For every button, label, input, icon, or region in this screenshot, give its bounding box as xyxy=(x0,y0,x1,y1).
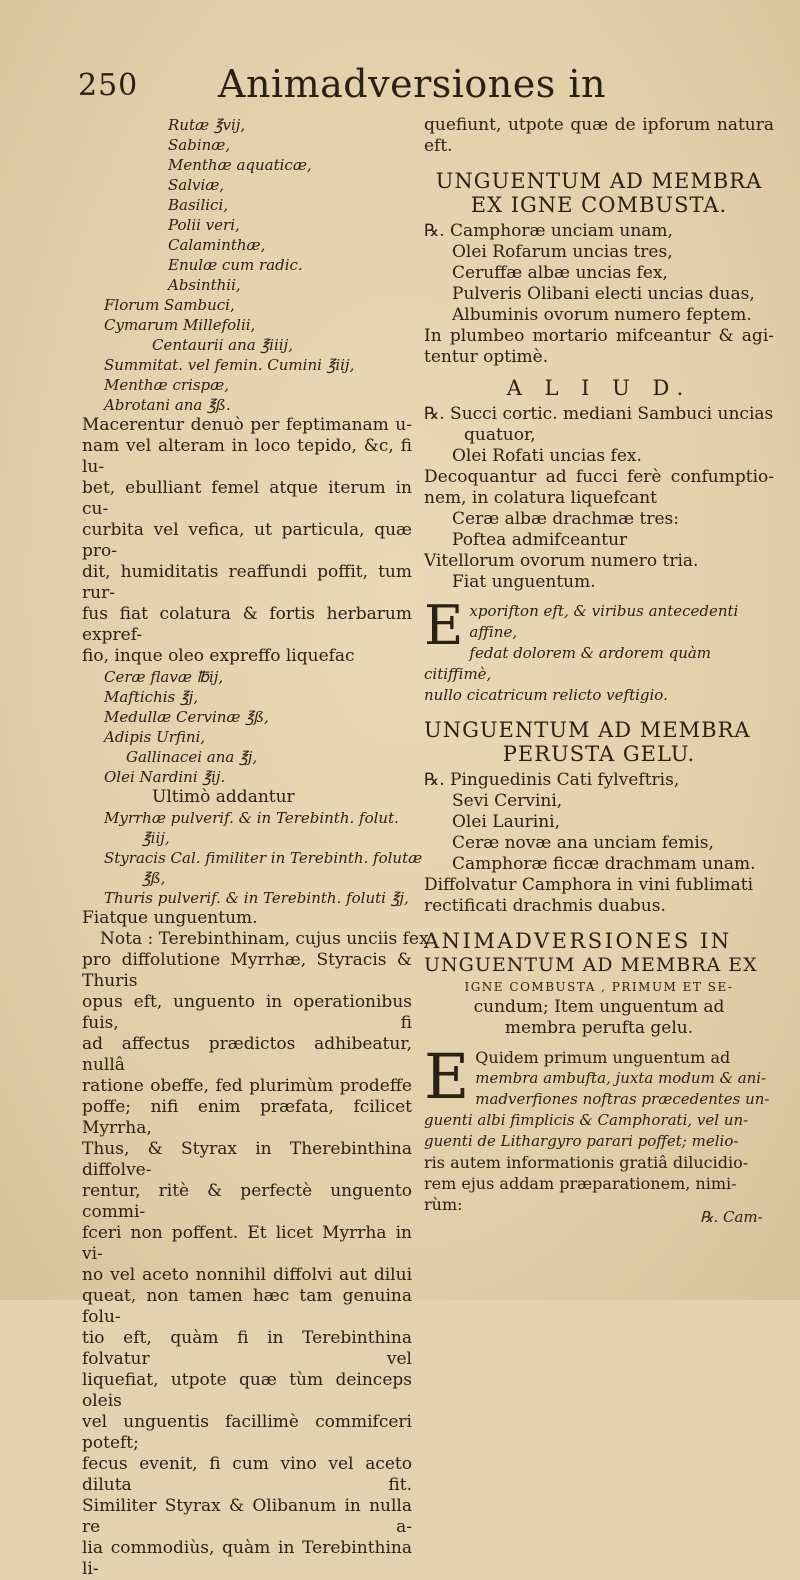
text-line: Macerentur denuò per feptimanam u- xyxy=(82,415,412,435)
text-line: Fiatque unguentum. xyxy=(82,908,258,928)
ingredient-line: Absinthii, xyxy=(168,276,241,294)
recipe-line: Olei Rofati uncias fex. xyxy=(452,446,642,466)
drop-cap-paragraph xyxy=(424,1047,774,1110)
text-line: nullo cicatricum relicto veftigio. xyxy=(424,686,668,704)
recipe-line: Poftea admifceantur xyxy=(452,530,628,550)
recipe-line: Olei Laurini, xyxy=(452,812,561,832)
ingredient-line: Thuris pulverif. & in Terebinth. foluti ℥j, xyxy=(104,889,409,907)
recipe-line: ℞. Pinguedinis Cati fylveftris, xyxy=(424,770,680,790)
text-line: bet, ebulliant femel atque iterum in cu- xyxy=(82,478,412,519)
section-heading: A L I U D. xyxy=(506,376,692,400)
drop-cap: E xyxy=(424,1047,470,1110)
left-column xyxy=(82,115,429,1580)
text-line: madverfiones noftras præcedentes un- xyxy=(475,1090,770,1108)
ingredient-line: Centaurii ana ℥iiij, xyxy=(152,336,293,354)
catchword: ℞. Cam- xyxy=(700,1208,763,1226)
ingredient-line: Enulæ cum radic. xyxy=(168,256,303,274)
ingredient-line: Menthæ aquaticæ, xyxy=(168,156,312,174)
section-heading: UNGUENTUM AD MEMBRA EX xyxy=(424,954,758,976)
text-line: pro diffolutione Myrrhæ, Styracis & Thuris xyxy=(82,950,412,991)
text-line: no vel aceto nonnihil diffolvi aut dilui xyxy=(82,1265,412,1285)
text-line: rem ejus addam præparationem, nimi- xyxy=(424,1174,737,1193)
ingredient-line: Myrrhæ pulverif. & in Terebinth. folut. xyxy=(104,809,399,827)
ingredient-line: Basilici, xyxy=(168,196,229,214)
ingredient-line: Sabinæ, xyxy=(168,136,231,154)
ingredient-line: Adipis Urfini, xyxy=(104,728,206,746)
text-line: cundum; Item unguentum ad xyxy=(473,997,725,1017)
text-line: queat, non tamen hæc tam genuina folu- xyxy=(82,1286,412,1327)
recipe-line: Ceræ albæ drachmæ tres: xyxy=(452,509,680,529)
ingredient-line: Styracis Cal. fimiliter in Terebinth. folutæ xyxy=(104,849,423,867)
recipe-line: Albuminis ovorum numero feptem. xyxy=(452,305,752,325)
ingredient-line: ℥iij, xyxy=(142,829,170,847)
text-line: quefiunt, utpote quæ de ipforum natura xyxy=(424,115,774,135)
text-line: nam vel alteram in loco tepido, &c, fi lu- xyxy=(82,436,412,477)
text-line: guenti de Lithargyro parari poffet; melio- xyxy=(424,1132,739,1150)
text-line: opus eft, unguento in operationibus fuis, fi xyxy=(82,992,412,1033)
drop-cap: E xyxy=(424,601,464,657)
text-line: fedat dolorem & ardorem quàm citiffimè, xyxy=(424,644,712,683)
text-line: Nota : Terebinthinam, cujus unciis fex xyxy=(100,929,429,949)
recipe-line: Diffolvatur Camphora in vini fublimati xyxy=(424,875,754,895)
text-line: rentur, ritè & perfectè unguento commi- xyxy=(82,1181,412,1222)
section-heading: UNGUENTUM AD MEMBRA xyxy=(424,718,751,742)
ingredient-line: Florum Sambuci, xyxy=(104,296,235,314)
ingredient-line: ℥ß, xyxy=(142,869,166,887)
section-heading: UNGUENTUM AD MEMBRA xyxy=(435,169,763,193)
page-number: 250 xyxy=(78,68,139,103)
text-line: dit, humiditatis reaffundi poffit, tum rur- xyxy=(82,562,412,603)
recipe-line: Olei Rofarum uncias tres, xyxy=(452,242,673,262)
recipe-line: quatuor, xyxy=(464,425,536,445)
recipe-line: Sevi Cervini, xyxy=(452,791,563,811)
text-line: fio, inque oleo expreffo liquefac xyxy=(82,646,355,666)
text-line: fceri non poffent. Et licet Myrrha in vi- xyxy=(82,1223,412,1264)
section-heading: EX IGNE COMBUSTA. xyxy=(470,193,728,217)
text-line: vel unguentis facillimè commifceri poteft; xyxy=(82,1412,412,1453)
text-line: eft. xyxy=(424,136,453,156)
text-line: poffe; nifi enim præfata, fcilicet Myrrha, xyxy=(82,1097,412,1138)
ingredient-line: Cymarum Millefolii, xyxy=(104,316,256,334)
text-line: fecus evenit, fi cum vino vel aceto diluta fit. xyxy=(82,1454,412,1495)
text-line: ratione obeffe, fed plurimùm prodeffe xyxy=(82,1076,412,1096)
recipe-line: Ceruffæ albæ uncias fex, xyxy=(452,263,668,283)
text-line: membra ambufta, juxta modum & ani- xyxy=(475,1069,767,1087)
text-line: xporifton eft, & viribus antecedenti affine, xyxy=(469,602,739,641)
ingredient-line: Abrotani ana ℥ß. xyxy=(104,396,231,414)
text-line: Ultimò addantur xyxy=(152,787,295,807)
text-line: Quidem primum unguentum ad xyxy=(475,1048,731,1067)
recipe-line: Camphoræ ficcæ drachmam unam. xyxy=(452,854,756,874)
text-line: tio eft, quàm fi in Terebinthina folvatur vel xyxy=(82,1328,412,1369)
recipe-line: Vitellorum ovorum numero tria. xyxy=(424,551,699,571)
text-line: lia commodiùs, quàm in Terebinthina li- xyxy=(82,1538,412,1579)
text-line: Thus, & Styrax in Therebinthina diffolve- xyxy=(82,1139,412,1180)
ingredient-line: Summitat. vel femin. Cumini ℥iij, xyxy=(104,356,355,374)
text-line: fus fiat colatura & fortis herbarum expref- xyxy=(82,604,412,645)
section-heading: ANIMADVERSIONES IN xyxy=(424,929,732,953)
text-line: guenti albi fimplicis & Camphorati, vel un- xyxy=(424,1111,749,1129)
right-column xyxy=(424,115,774,1215)
text-line: Similiter Styrax & Olibanum in nulla re a- xyxy=(82,1496,412,1537)
recipe-line: Fiat unguentum. xyxy=(452,572,596,592)
recipe-line: tentur optimè. xyxy=(424,347,549,367)
text-line: membra perufta gelu. xyxy=(504,1018,694,1038)
recipe-line: Pulveris Olibani electi uncias duas, xyxy=(452,284,755,304)
section-heading: PERUSTA GELU. xyxy=(502,742,696,766)
recipe-line: rectificati drachmis duabus. xyxy=(424,896,666,916)
ingredient-line: Olei Nardini ℥ij. xyxy=(104,768,226,786)
recipe-line: ℞. Camphoræ unciam unam, xyxy=(424,221,673,241)
recipe-line: In plumbeo mortario mifceantur & agi- xyxy=(424,326,774,346)
recipe-line: ℞. Succi cortic. mediani Sambuci uncias xyxy=(424,404,774,424)
ingredient-line: Maftichis ℥j, xyxy=(104,688,199,706)
ingredient-line: Medullæ Cervinæ ℥ß, xyxy=(104,708,269,726)
ingredient-line: Gallinacei ana ℥j, xyxy=(126,748,258,766)
ingredient-line: Polii veri, xyxy=(168,216,240,234)
drop-cap-paragraph xyxy=(424,601,774,685)
section-subheading: IGNE COMBUSTA , PRIMUM ET SE- xyxy=(464,980,734,994)
text-line: ad affectus prædictos adhibeatur, nullâ xyxy=(82,1034,412,1075)
text-line: curbita vel vefica, ut particula, quæ pro- xyxy=(82,520,412,561)
ingredient-line: Calaminthæ, xyxy=(168,236,266,254)
ingredient-line: Menthæ crispæ, xyxy=(104,376,229,394)
ingredient-line: Rutæ ℥vij, xyxy=(168,116,246,134)
page-header xyxy=(72,62,752,112)
text-line: ris autem informationis gratiâ dilucidio- xyxy=(424,1153,749,1172)
text-line: rùm: xyxy=(424,1195,463,1214)
recipe-line: Ceræ novæ ana unciam femis, xyxy=(452,833,714,853)
recipe-line: nem, in colatura liquefcant xyxy=(424,488,657,508)
running-title: Animadversiones in xyxy=(218,62,606,106)
text-line: liquefiat, utpote quæ tùm deinceps oleis xyxy=(82,1370,412,1411)
ingredient-line: Ceræ flavæ ℔ij, xyxy=(104,668,224,686)
recipe-line: Decoquantur ad fucci ferè confumptio- xyxy=(424,467,774,487)
ingredient-line: Salviæ, xyxy=(168,176,225,194)
